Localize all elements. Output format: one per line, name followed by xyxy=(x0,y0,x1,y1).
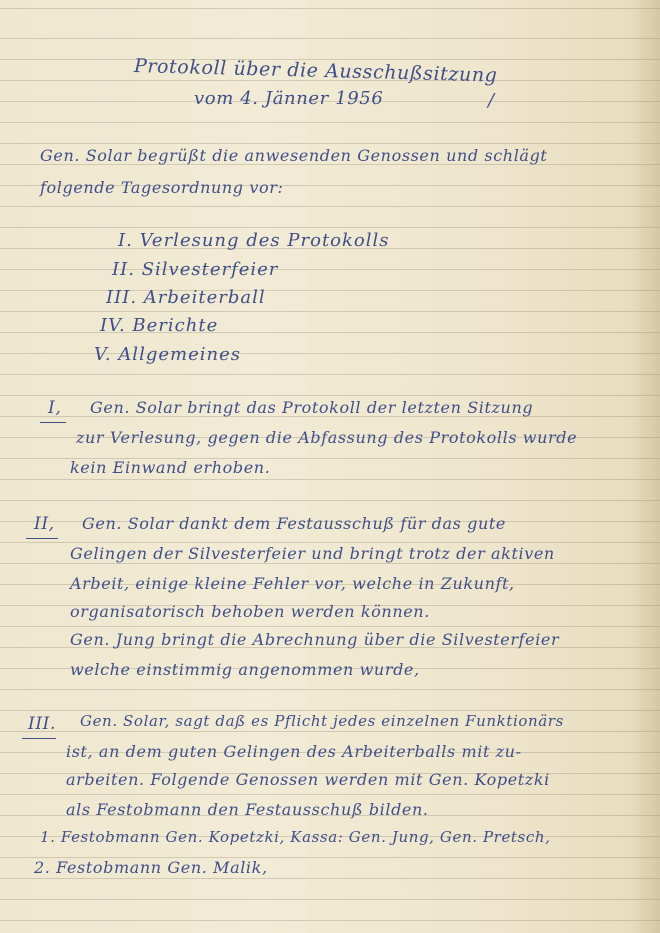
section-3-line-5: 1. Festobmann Gen. Kopetzki, Kassa: Gen. Jung, Gen. Pretsch, xyxy=(40,828,551,846)
section-2-line-3: Arbeit, einige kleine Fehler vor, welche in Zukunft, xyxy=(70,574,515,593)
section-3-line-6: 2. Festobmann Gen. Malik, xyxy=(34,858,268,877)
section-1-number: I, xyxy=(48,398,62,418)
agenda-number: IV. xyxy=(100,315,126,336)
section-3-line-3: arbeiten. Folgende Genossen werden mit Gen. Kopetzki xyxy=(66,770,550,789)
section-2-underline xyxy=(26,538,58,539)
agenda-item-4 xyxy=(100,315,218,336)
agenda-label: Berichte xyxy=(132,315,219,336)
title-mark: / xyxy=(488,90,495,111)
section-2-line-5: Gen. Jung bringt die Abrechnung über die Silvesterfeier xyxy=(70,630,560,649)
section-3-number: III. xyxy=(28,714,56,734)
agenda-label: Verlesung des Protokolls xyxy=(139,230,390,251)
section-2-line-6: welche einstimmig angenommen wurde, xyxy=(70,660,420,679)
section-2-line-2: Gelingen der Silvesterfeier und bringt trotz der aktiven xyxy=(70,544,555,563)
agenda-item-1 xyxy=(118,230,390,251)
agenda-label: Arbeiterball xyxy=(143,287,266,308)
section-2-line-1: Gen. Solar dankt dem Festausschuß für das gute xyxy=(82,514,507,533)
section-1-line-2: zur Verlesung, gegen die Abfassung des Protokolls wurde xyxy=(76,428,578,447)
document-title: Protokoll über die Ausschußsitzung xyxy=(133,55,498,87)
section-3-line-2: ist, an dem guten Gelingen des Arbeiterballs mit zu- xyxy=(66,742,522,761)
section-3-line-4: als Festobmann den Festausschuß bilden. xyxy=(66,800,429,819)
section-3-underline xyxy=(22,738,56,739)
section-1-line-3: kein Einwand erhoben. xyxy=(70,458,271,477)
section-1-line-1: Gen. Solar bringt das Protokoll der letzten Sitzung xyxy=(90,398,534,417)
agenda-item-3 xyxy=(106,287,266,308)
agenda-item-2 xyxy=(112,259,278,280)
agenda-label: Silvesterfeier xyxy=(141,259,279,280)
agenda-number: III. xyxy=(106,287,138,308)
section-2-number: II, xyxy=(34,514,55,534)
document-date: vom 4. Jänner 1956 xyxy=(194,88,384,109)
agenda-label: Allgemeines xyxy=(118,344,241,365)
agenda-number: V. xyxy=(94,344,112,365)
section-3-line-1: Gen. Solar, sagt daß es Pflicht jedes einzelnen Funktionärs xyxy=(80,712,564,730)
section-1-underline xyxy=(40,422,66,423)
agenda-item-5 xyxy=(94,344,241,365)
intro-line-2: folgende Tagesordnung vor: xyxy=(40,178,284,197)
intro-line-1: Gen. Solar begrüßt die anwesenden Genossen und schlägt xyxy=(40,146,548,165)
section-2-line-4: organisatorisch behoben werden können. xyxy=(70,602,430,621)
page-edge-shadow xyxy=(630,0,660,933)
agenda-number: II. xyxy=(112,259,135,280)
agenda-number: I. xyxy=(118,230,133,251)
